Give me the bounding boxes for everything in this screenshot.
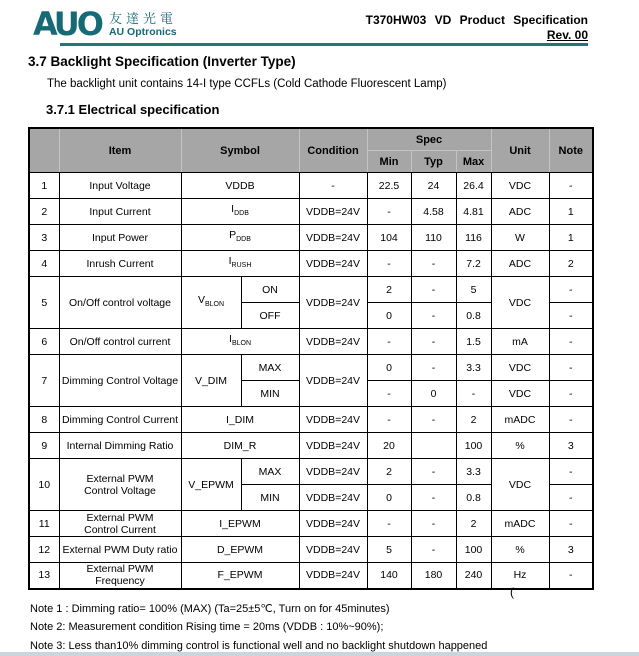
cell-symbol: $I_{RUSH}$ xyxy=(181,251,299,277)
col-header-item: Item xyxy=(59,128,181,173)
stray-paren: ( xyxy=(510,585,514,599)
cell-note: - xyxy=(549,381,593,407)
table-row xyxy=(29,563,593,589)
cell-no: 13 xyxy=(29,563,59,589)
cell-no: 1 xyxy=(29,173,59,199)
cell-symbol: D_EPWM xyxy=(181,537,299,563)
col-header-symbol: Symbol xyxy=(181,128,299,173)
cell-symbol: VDDB xyxy=(181,173,299,199)
cell-typ: - xyxy=(411,303,456,329)
cell-min: 2 xyxy=(367,277,411,303)
col-header-unit: Unit xyxy=(491,128,549,173)
cell-min: 22.5 xyxy=(367,173,411,199)
cell-typ: - xyxy=(411,407,456,433)
table-header-row-1 xyxy=(29,128,593,151)
cell-condition: VDDB=24V xyxy=(299,407,367,433)
cell-unit: VDC xyxy=(491,459,549,511)
cell-unit: mADC xyxy=(491,407,549,433)
cell-typ: - xyxy=(411,485,456,511)
cell-max: 26.4 xyxy=(456,173,491,199)
cell-typ: 4.58 xyxy=(411,199,456,225)
cell-unit: Hz xyxy=(491,563,549,589)
auo-logo-english: AU Optronics xyxy=(108,26,177,38)
cell-unit: W xyxy=(491,225,549,251)
cell-no: 6 xyxy=(29,329,59,355)
header-divider xyxy=(60,43,588,46)
cell-condition: VDDB=24V xyxy=(299,251,367,277)
cell-note: 1 xyxy=(549,225,593,251)
cell-unit: VDC xyxy=(491,277,549,329)
cell-min: - xyxy=(367,511,411,537)
col-header-typ: Typ xyxy=(411,151,456,173)
cell-condition: VDDB=24V xyxy=(299,563,367,589)
cell-symbol: $I_{DDB}$ xyxy=(181,199,299,225)
cell-typ: - xyxy=(411,329,456,355)
cell-condition: VDDB=24V xyxy=(299,511,367,537)
cell-sublabel: OFF xyxy=(241,303,299,329)
cell-sublabel: ON xyxy=(241,277,299,303)
cell-item: External PWM Control Current xyxy=(59,511,181,537)
note-2: Note 2: Measurement condition Rising time = 20ms (VDDB : 10%~90%); xyxy=(30,621,384,633)
cell-typ: - xyxy=(411,537,456,563)
cell-min: 0 xyxy=(367,485,411,511)
notes-block xyxy=(30,601,487,656)
cell-max: 2 xyxy=(456,511,491,537)
cell-note: 3 xyxy=(549,537,593,563)
cell-item: Input Voltage xyxy=(59,173,181,199)
auo-logo-chinese: 友達光電 xyxy=(108,11,177,26)
table-row xyxy=(29,537,593,563)
cell-item: Dimming Control Current xyxy=(59,407,181,433)
section-intro: The backlight unit contains 14-I type CCFLs (Cold Cathode Fluorescent Lamp) xyxy=(47,78,447,90)
cell-no: 9 xyxy=(29,433,59,459)
cell-max: - xyxy=(456,381,491,407)
cell-unit: mA xyxy=(491,329,549,355)
cell-symbol: $P_{DDB}$ xyxy=(181,225,299,251)
cell-typ: - xyxy=(411,511,456,537)
cell-symbol: V_DIM xyxy=(181,355,241,407)
document-revision: Rev. 00 xyxy=(546,28,588,42)
cell-symbol: F_EPWM xyxy=(181,563,299,589)
col-header-condition: Condition xyxy=(299,128,367,173)
cell-max: 4.81 xyxy=(456,199,491,225)
cell-min: - xyxy=(367,329,411,355)
cell-unit: % xyxy=(491,433,549,459)
cell-min: 104 xyxy=(367,225,411,251)
cell-min: - xyxy=(367,251,411,277)
cell-max: 0.8 xyxy=(456,303,491,329)
cell-typ: - xyxy=(411,355,456,381)
cell-min: - xyxy=(367,199,411,225)
cell-sublabel: MIN xyxy=(241,485,299,511)
cell-condition: VDDB=24V xyxy=(299,537,367,563)
table-row xyxy=(29,199,593,225)
cell-condition: VDDB=24V xyxy=(299,225,367,251)
note-3: Note 3: Less than10% dimming control is functional well and no backlight shutdown happened xyxy=(30,640,488,652)
cell-symbol: V_EPWM xyxy=(181,459,241,511)
table-row xyxy=(29,355,593,381)
cell-symbol: $V_{BLON}$ xyxy=(181,277,241,329)
note-1: Note 1 : Dimming ratio= 100% (MAX) (Ta=25±5℃, Turn on for 45minutes) xyxy=(30,603,390,615)
col-header-note: Note xyxy=(549,128,593,173)
cell-max: 5 xyxy=(456,277,491,303)
auo-logo-text xyxy=(109,9,177,39)
col-header-spec: Spec xyxy=(367,128,491,151)
table-row xyxy=(29,173,593,199)
cell-note: 3 xyxy=(549,433,593,459)
cell-typ: - xyxy=(411,251,456,277)
cell-unit: ADC xyxy=(491,199,549,225)
cell-max: 116 xyxy=(456,225,491,251)
cell-min: - xyxy=(367,407,411,433)
cell-note: 2 xyxy=(549,251,593,277)
cell-no: 5 xyxy=(29,277,59,329)
auo-logo-mark: AUO xyxy=(33,5,101,43)
col-header-max: Max xyxy=(456,151,491,173)
cell-min: - xyxy=(367,381,411,407)
cell-note: - xyxy=(549,277,593,303)
cell-note: - xyxy=(549,303,593,329)
table-row xyxy=(29,251,593,277)
cell-note: - xyxy=(549,485,593,511)
cell-max: 100 xyxy=(456,433,491,459)
cell-note: - xyxy=(549,459,593,485)
cell-max: 0.8 xyxy=(456,485,491,511)
table-row xyxy=(29,407,593,433)
cell-max: 3.3 xyxy=(456,459,491,485)
cell-note: - xyxy=(549,511,593,537)
cell-condition: VDDB=24V xyxy=(299,277,367,329)
cell-condition: VDDB=24V xyxy=(299,485,367,511)
electrical-spec-table-wrap xyxy=(28,127,594,590)
cell-typ: - xyxy=(411,277,456,303)
cell-min: 20 xyxy=(367,433,411,459)
cell-item: On/Off control current xyxy=(59,329,181,355)
cell-note: - xyxy=(549,407,593,433)
cell-item: External PWM Duty ratio xyxy=(59,537,181,563)
cell-symbol: $I_{BLON}$ xyxy=(181,329,299,355)
cell-max: 3.3 xyxy=(456,355,491,381)
cell-item: External PWM Control Voltage xyxy=(59,459,181,511)
cell-unit: ADC xyxy=(491,251,549,277)
cell-typ: 180 xyxy=(411,563,456,589)
subsection-heading: 3.7.1 Electrical specification xyxy=(46,102,220,117)
cell-no: 2 xyxy=(29,199,59,225)
auo-logo xyxy=(33,5,177,43)
cell-min: 5 xyxy=(367,537,411,563)
table-row xyxy=(29,459,593,485)
col-header-min: Min xyxy=(367,151,411,173)
cell-symbol: I_DIM xyxy=(181,407,299,433)
cell-max: 7.2 xyxy=(456,251,491,277)
cell-no: 4 xyxy=(29,251,59,277)
cell-item: On/Off control voltage xyxy=(59,277,181,329)
cell-unit: VDC xyxy=(491,355,549,381)
cell-typ: 110 xyxy=(411,225,456,251)
cell-unit: VDC xyxy=(491,381,549,407)
cell-condition: VDDB=24V xyxy=(299,199,367,225)
cell-note: - xyxy=(549,355,593,381)
cell-max: 2 xyxy=(456,407,491,433)
cell-item: Input Current xyxy=(59,199,181,225)
cell-typ: 24 xyxy=(411,173,456,199)
cell-sublabel: MAX xyxy=(241,355,299,381)
cell-note: - xyxy=(549,563,593,589)
cell-no: 3 xyxy=(29,225,59,251)
cell-no: 8 xyxy=(29,407,59,433)
cell-condition: VDDB=24V xyxy=(299,355,367,407)
cell-min: 0 xyxy=(367,355,411,381)
cell-note: - xyxy=(549,329,593,355)
col-header-no xyxy=(29,128,59,173)
table-row xyxy=(29,329,593,355)
section-heading: 3.7 Backlight Specification (Inverter Type) xyxy=(28,54,296,69)
cell-item: Dimming Control Voltage xyxy=(59,355,181,407)
cell-item: Internal Dimming Ratio xyxy=(59,433,181,459)
cell-no: 12 xyxy=(29,537,59,563)
cell-min: 140 xyxy=(367,563,411,589)
cell-note: 1 xyxy=(549,199,593,225)
cell-condition: VDDB=24V xyxy=(299,459,367,485)
cell-no: 10 xyxy=(29,459,59,511)
table-row xyxy=(29,225,593,251)
cell-typ xyxy=(411,433,456,459)
cell-sublabel: MIN xyxy=(241,381,299,407)
cell-unit: % xyxy=(491,537,549,563)
cell-condition: - xyxy=(299,173,367,199)
cell-min: 0 xyxy=(367,303,411,329)
cell-no: 7 xyxy=(29,355,59,407)
cell-max: 1.5 xyxy=(456,329,491,355)
cell-max: 240 xyxy=(456,563,491,589)
cell-min: 2 xyxy=(367,459,411,485)
cell-unit: VDC xyxy=(491,173,549,199)
cell-note: - xyxy=(549,173,593,199)
bottom-strip xyxy=(0,652,639,656)
document-title-block xyxy=(366,13,588,43)
cell-typ: - xyxy=(411,459,456,485)
document-title: T370HW03 VD Product Specification xyxy=(365,13,588,27)
cell-no: 11 xyxy=(29,511,59,537)
cell-item: External PWM Frequency xyxy=(59,563,181,589)
cell-unit: mADC xyxy=(491,511,549,537)
cell-condition: VDDB=24V xyxy=(299,433,367,459)
table-row xyxy=(29,433,593,459)
cell-item: Input Power xyxy=(59,225,181,251)
table-row xyxy=(29,511,593,537)
cell-item: Inrush Current xyxy=(59,251,181,277)
electrical-spec-table xyxy=(28,127,594,590)
cell-sublabel: MAX xyxy=(241,459,299,485)
cell-max: 100 xyxy=(456,537,491,563)
cell-typ: 0 xyxy=(411,381,456,407)
cell-condition: VDDB=24V xyxy=(299,329,367,355)
cell-symbol: DIM_R xyxy=(181,433,299,459)
table-row xyxy=(29,277,593,303)
cell-symbol: I_EPWM xyxy=(181,511,299,537)
